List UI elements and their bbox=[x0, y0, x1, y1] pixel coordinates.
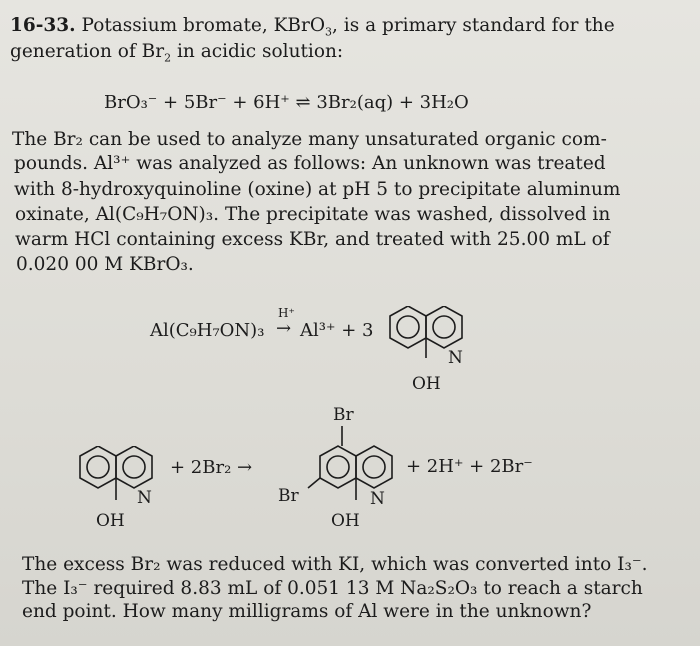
body-line-3: with 8-hydroxyquinoline (oxine) at pH 5 to precipitate aluminum bbox=[14, 179, 621, 200]
benzene-ring bbox=[390, 306, 426, 348]
intro-sub: 3 bbox=[325, 25, 333, 39]
body-line-6: 0.020 00 M KBrO₃. bbox=[16, 254, 194, 275]
aromatic-circle-1 bbox=[397, 316, 419, 338]
bromate-equation: BrO₃⁻ + 5Br⁻ + 6H⁺ ⇌ 3Br₂(aq) + 3H₂O bbox=[104, 92, 469, 113]
aromatic-circle-2 bbox=[363, 456, 385, 478]
intro-text: Potassium bromate, KBrO bbox=[81, 15, 326, 36]
closing-line-3: end point. How many milligrams of Al were in the unknown? bbox=[22, 601, 592, 622]
problem-intro-line1 bbox=[10, 14, 615, 38]
body-line-5: warm HCl containing excess KBr, and treated with 25.00 mL of bbox=[15, 229, 610, 250]
dibromo-oxine-structure bbox=[296, 426, 416, 522]
hydroxyl-label: OH bbox=[331, 511, 360, 531]
body-line-1: The Br₂ can be used to analyze many unsaturated organic com- bbox=[12, 129, 607, 150]
hydroxyl-label: OH bbox=[412, 374, 441, 394]
bromine-left-label: Br bbox=[278, 486, 299, 506]
benzene-ring bbox=[80, 446, 116, 488]
aromatic-circle-1 bbox=[327, 456, 349, 478]
aromatic-circle-1 bbox=[87, 456, 109, 478]
closing-line-1: The excess Br₂ was reduced with KI, which was converted into I₃⁻. bbox=[22, 554, 648, 575]
oxine-structure-2 bbox=[70, 446, 180, 518]
problem-number: 16-33. bbox=[10, 15, 76, 36]
intro2-text: generation of Br bbox=[10, 41, 165, 62]
nitrogen-label: N bbox=[370, 489, 385, 509]
body-line-2: pounds. Al³⁺ was analyzed as follows: An unknown was treated bbox=[14, 153, 606, 174]
pyridine-ring bbox=[116, 446, 152, 488]
products: + 2H⁺ + 2Br⁻ bbox=[406, 456, 533, 477]
pyridine-ring bbox=[426, 306, 462, 348]
aluminum-ion-plus: Al³⁺ + 3 bbox=[300, 320, 374, 341]
reaction-arrow: → bbox=[276, 318, 292, 339]
intro2-tail: in acidic solution: bbox=[171, 41, 344, 62]
intro2-sub: 2 bbox=[164, 51, 172, 65]
catalyst-label: H⁺ bbox=[278, 306, 295, 320]
bromine-top-label: Br bbox=[333, 405, 354, 425]
benzene-ring bbox=[320, 446, 356, 488]
body-line-4: oxinate, Al(C₉H₇ON)₃. The precipitate was washed, dissolved in bbox=[15, 204, 611, 225]
nitrogen-label: N bbox=[448, 348, 463, 368]
problem-intro-line2 bbox=[10, 40, 343, 64]
nitrogen-label: N bbox=[137, 488, 152, 508]
intro-tail: , is a primary standard for the bbox=[332, 15, 615, 36]
aromatic-circle-2 bbox=[433, 316, 455, 338]
oxinate-formula: Al(C₉H₇ON)₃ bbox=[150, 320, 265, 341]
bromine-reactant: + 2Br₂ → bbox=[170, 457, 253, 478]
aromatic-circle-2 bbox=[123, 456, 145, 478]
br-bond-left bbox=[308, 478, 320, 488]
hydroxyl-label: OH bbox=[96, 511, 125, 531]
closing-line-2: The I₃⁻ required 8.83 mL of 0.051 13 M Na₂S₂O₃ to reach a starch bbox=[22, 578, 643, 599]
pyridine-ring bbox=[356, 446, 392, 488]
